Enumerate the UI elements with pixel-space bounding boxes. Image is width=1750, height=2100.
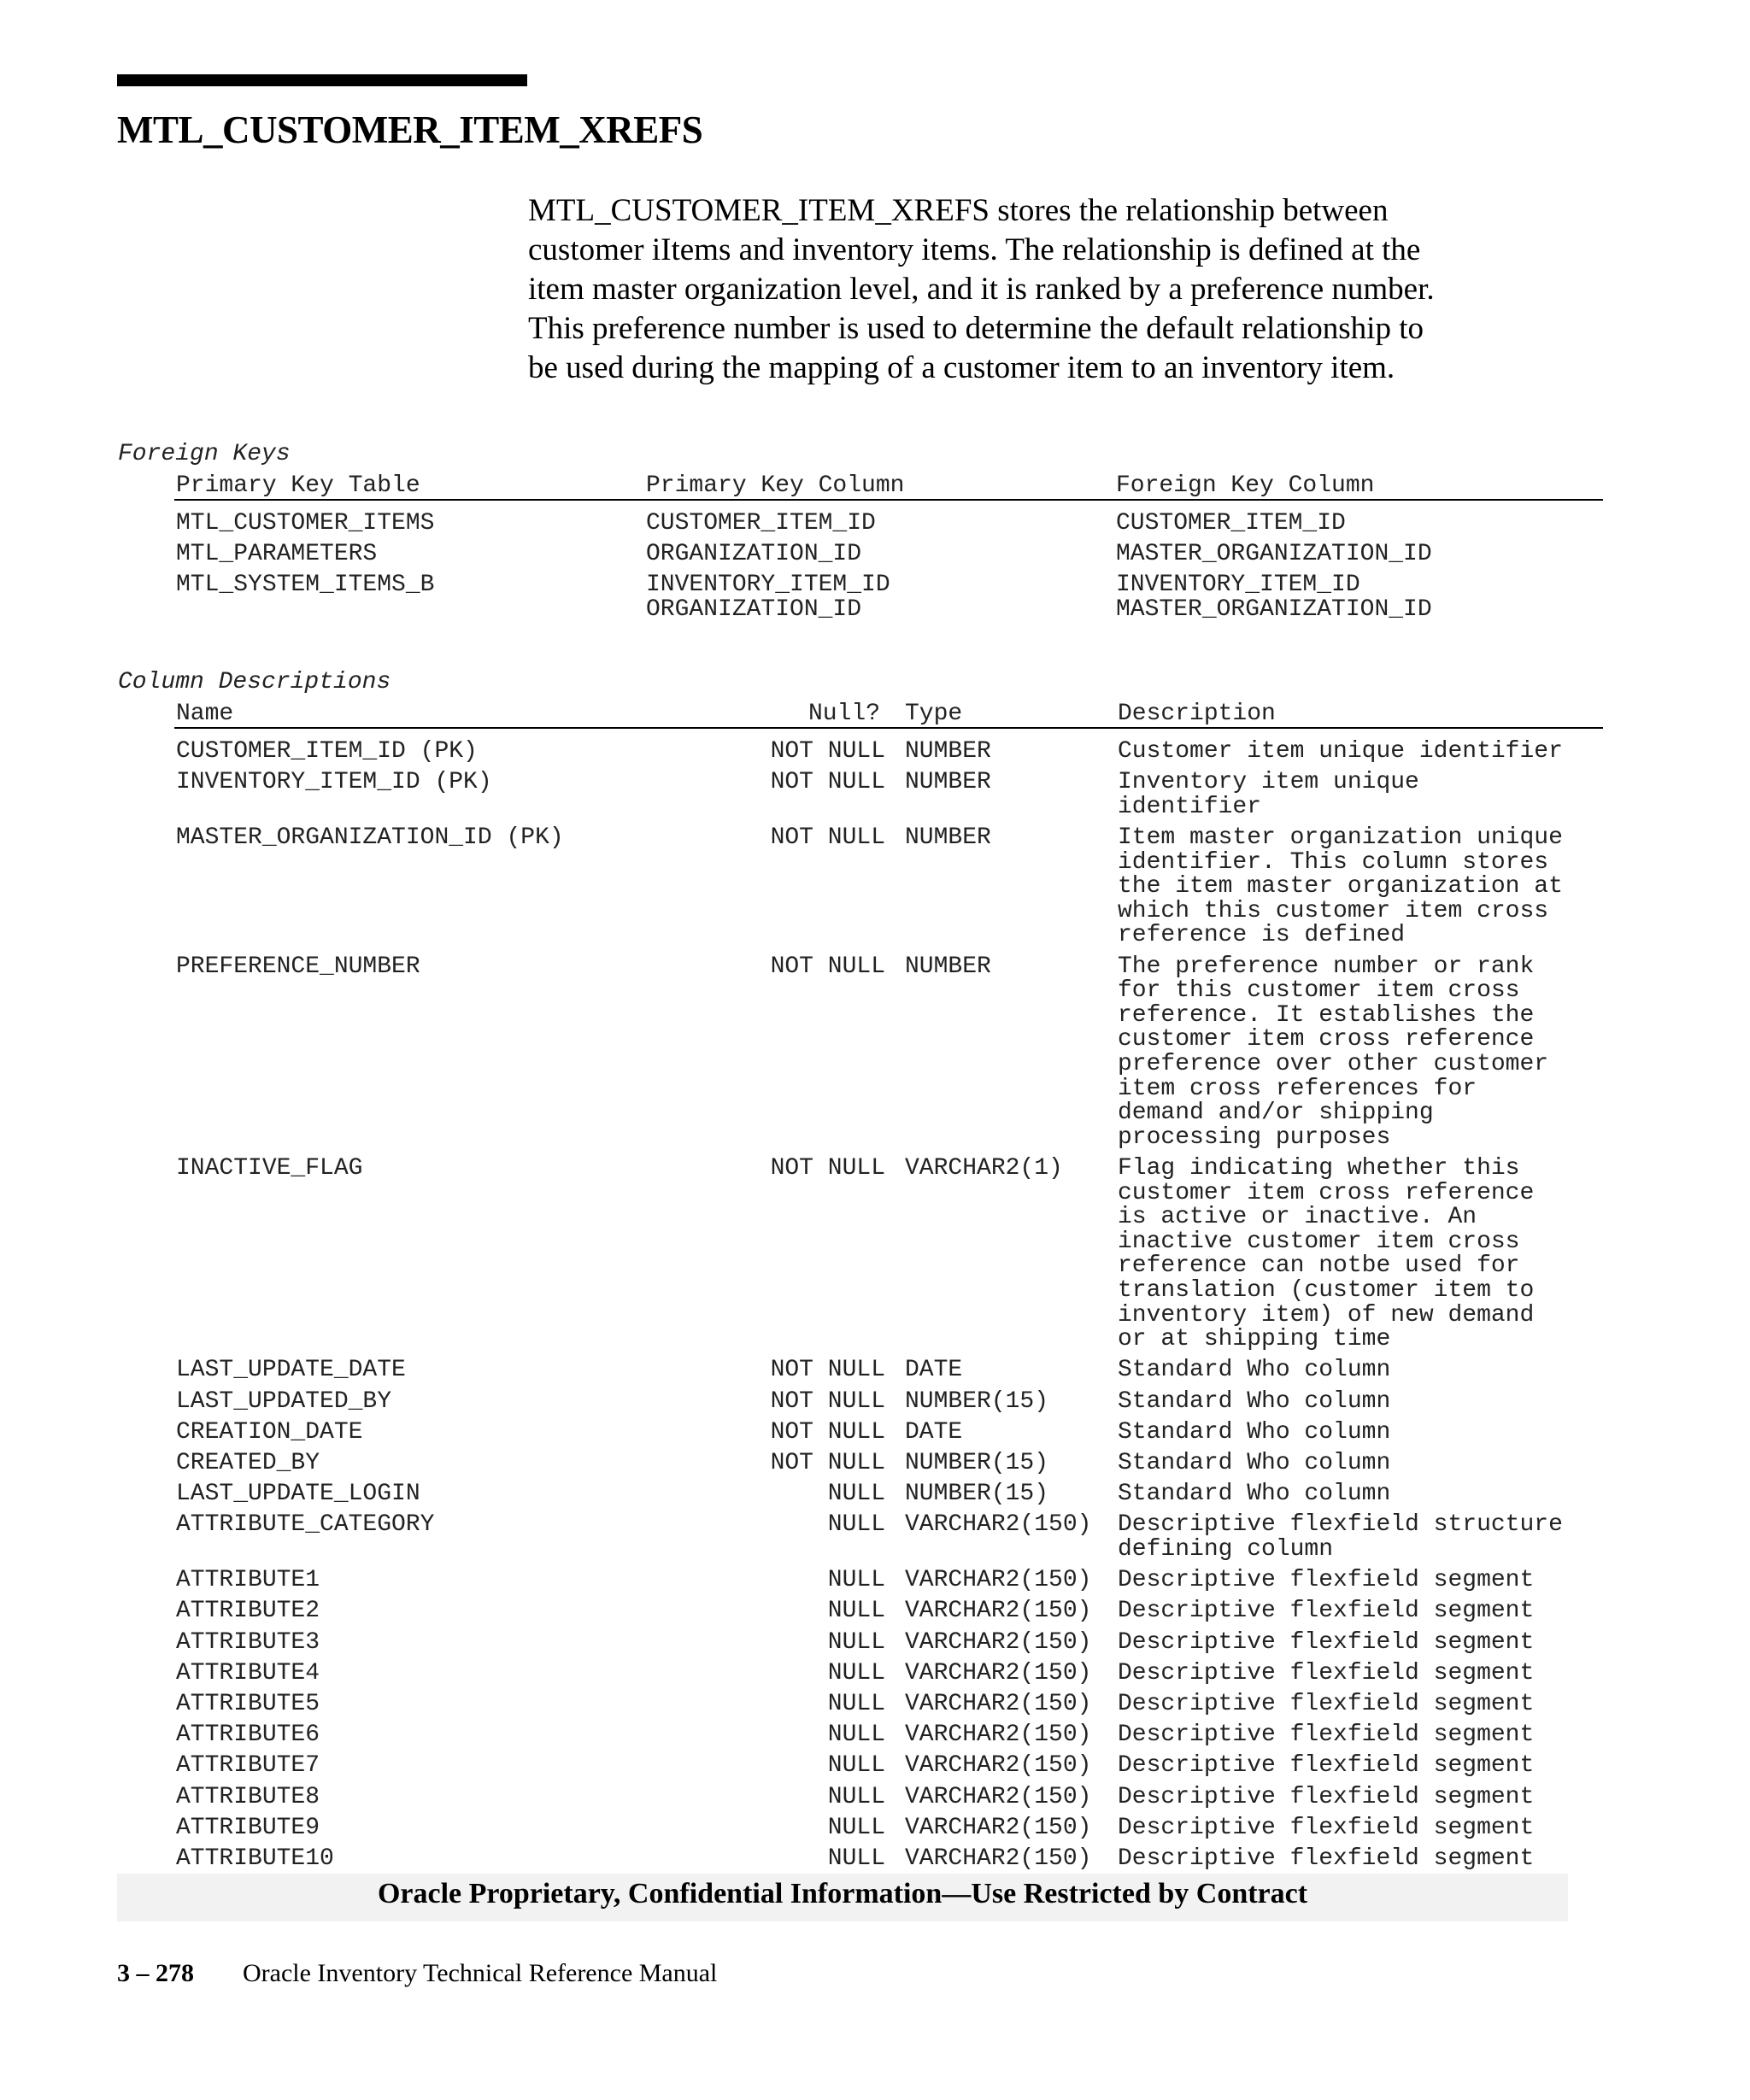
description-line: item cross references for (1118, 1075, 1477, 1102)
page-number: 3 – 278 (117, 1959, 194, 1987)
col-header-null: Null? (808, 701, 881, 727)
column-nullable: NOT NULL (770, 1418, 885, 1446)
description-line: reference can notbe used for (1118, 1252, 1520, 1280)
column-nullable: NULL (827, 1567, 885, 1594)
column-name: LAST_UPDATED_BY (176, 1387, 392, 1415)
column-type: DATE (905, 1418, 963, 1446)
page-title: MTL_CUSTOMER_ITEM_XREFS (117, 109, 703, 151)
column-nullable: NOT NULL (770, 1155, 885, 1182)
fk-header-foreign-column: Foreign Key Column (1116, 472, 1375, 499)
fk-foreign-column: MASTER_ORGANIZATION_ID (1116, 541, 1432, 567)
fk-primary-columns (646, 512, 876, 537)
column-description (1118, 740, 1563, 765)
column-description (1118, 771, 1419, 819)
fk-foreign-columns (1116, 512, 1346, 537)
description-line: Customer item unique identifier (1118, 738, 1563, 765)
column-description (1118, 1513, 1563, 1562)
description-line: reference is defined (1118, 922, 1406, 949)
column-description (1118, 1754, 1534, 1779)
description-line: Descriptive flexfield structure (1118, 1511, 1563, 1539)
col-header-type: Type (905, 701, 963, 727)
description-line: Inventory item unique (1118, 769, 1419, 796)
column-name: ATTRIBUTE8 (176, 1783, 320, 1810)
column-type: NUMBER(15) (905, 1481, 1049, 1508)
column-type: VARCHAR2(150) (905, 1659, 1092, 1686)
description-line: defining column (1118, 1535, 1334, 1563)
description-line: preference over other customer (1118, 1050, 1549, 1077)
confidential-notice: Oracle Proprietary, Confidential Information––Use Restricted by Contract (377, 1878, 1308, 1909)
description-line: Descriptive flexfield segment (1118, 1783, 1535, 1810)
description-line: Standard Who column (1118, 1357, 1391, 1384)
column-description (1118, 1452, 1390, 1476)
description-line: Descriptive flexfield segment (1118, 1659, 1535, 1686)
col-header-description: Description (1118, 701, 1276, 727)
column-nullable: NULL (827, 1659, 885, 1686)
column-type: VARCHAR2(1) (905, 1155, 1063, 1182)
description-line: or at shipping time (1118, 1326, 1391, 1353)
intro-line: customer iItems and inventory items. The relationship is defined at the (528, 232, 1421, 267)
fk-foreign-column: MASTER_ORGANIZATION_ID (1116, 595, 1432, 623)
column-description (1118, 1816, 1534, 1841)
column-description (1118, 1157, 1534, 1352)
description-line: Standard Who column (1118, 1450, 1391, 1476)
description-line: The preference number or rank (1118, 953, 1535, 980)
fk-primary-column: ORGANIZATION_ID (646, 595, 862, 623)
column-nullable: NOT NULL (770, 769, 885, 796)
fk-foreign-column: CUSTOMER_ITEM_ID (1116, 510, 1346, 537)
foreign-keys-heading: Foreign Keys (118, 441, 291, 467)
column-name: ATTRIBUTE2 (176, 1598, 320, 1625)
column-type: VARCHAR2(150) (905, 1511, 1092, 1539)
column-name: INVENTORY_ITEM_ID (PK) (176, 769, 492, 796)
description-line: Flag indicating whether this (1118, 1155, 1520, 1182)
column-nullable: NOT NULL (770, 1387, 885, 1415)
column-nullable: NULL (827, 1598, 885, 1625)
fk-foreign-columns (1116, 543, 1432, 567)
fk-primary-column: CUSTOMER_ITEM_ID (646, 510, 876, 537)
column-description (1118, 1387, 1391, 1415)
description-line: processing purposes (1118, 1123, 1391, 1151)
column-name: CREATED_BY (176, 1450, 320, 1476)
column-nullable: NULL (827, 1481, 885, 1508)
description-line: for this customer item cross (1118, 977, 1520, 1005)
description-line: demand and/or shipping (1118, 1100, 1434, 1127)
fk-primary-columns (646, 573, 890, 622)
fk-primary-column: INVENTORY_ITEM_ID (646, 572, 890, 598)
description-line: Standard Who column (1118, 1387, 1391, 1415)
title-rule (117, 74, 527, 86)
fk-header-rule (174, 499, 1603, 501)
column-description (1118, 1482, 1390, 1507)
fk-header-primary-table: Primary Key Table (176, 472, 420, 499)
column-name: PREFERENCE_NUMBER (176, 953, 420, 980)
column-name: MASTER_ORGANIZATION_ID (PK) (176, 824, 564, 851)
column-type: VARCHAR2(150) (905, 1845, 1092, 1872)
column-nullable: NOT NULL (770, 953, 885, 980)
description-line: identifier. This column stores (1118, 848, 1549, 876)
column-name: ATTRIBUTE3 (176, 1628, 320, 1656)
column-type: VARCHAR2(150) (905, 1722, 1092, 1749)
column-description (1118, 955, 1548, 1151)
column-descriptions-heading: Column Descriptions (118, 669, 391, 695)
column-name: ATTRIBUTE9 (176, 1814, 320, 1841)
description-line: Descriptive flexfield segment (1118, 1598, 1535, 1625)
column-description (1118, 1847, 1534, 1872)
description-line: inventory item) of new demand (1118, 1301, 1535, 1329)
description-line: identifier (1118, 793, 1262, 820)
column-nullable: NULL (827, 1783, 885, 1810)
column-description (1118, 1692, 1534, 1717)
col-header-rule (174, 727, 1603, 729)
description-line: translation (customer item to (1118, 1276, 1535, 1304)
description-line: customer item cross reference (1118, 1179, 1535, 1206)
fk-table-name: MTL_PARAMETERS (176, 541, 378, 567)
column-type: VARCHAR2(150) (905, 1752, 1092, 1780)
description-line: Descriptive flexfield segment (1118, 1691, 1535, 1717)
fk-table-name: MTL_SYSTEM_ITEMS_B (176, 572, 435, 598)
column-name: ATTRIBUTE5 (176, 1691, 320, 1717)
column-nullable: NULL (827, 1691, 885, 1717)
manual-title: Oracle Inventory Technical Reference Manual (243, 1959, 718, 1987)
column-name: CUSTOMER_ITEM_ID (PK) (176, 738, 478, 765)
intro-line: MTL_CUSTOMER_ITEM_XREFS stores the relationship between (528, 193, 1389, 228)
column-name: LAST_UPDATE_DATE (176, 1357, 406, 1384)
column-nullable: NOT NULL (770, 1450, 885, 1476)
column-type: VARCHAR2(150) (905, 1598, 1092, 1625)
column-name: ATTRIBUTE6 (176, 1722, 320, 1749)
description-line: is active or inactive. An (1118, 1204, 1477, 1231)
column-description (1118, 826, 1563, 948)
column-type: NUMBER(15) (905, 1450, 1049, 1476)
column-nullable: NULL (827, 1511, 885, 1539)
column-description (1118, 1659, 1535, 1686)
column-description (1118, 1783, 1535, 1810)
column-description (1118, 1418, 1391, 1446)
fk-primary-columns (646, 543, 861, 567)
description-line: inactive customer item cross (1118, 1228, 1520, 1255)
description-line: Descriptive flexfield segment (1118, 1752, 1535, 1780)
description-line: Item master organization unique (1118, 824, 1563, 851)
column-nullable: NULL (827, 1722, 885, 1749)
description-line: Descriptive flexfield segment (1118, 1845, 1535, 1872)
column-type: VARCHAR2(150) (905, 1814, 1092, 1841)
col-header-name: Name (176, 701, 234, 727)
column-nullable: NOT NULL (770, 824, 885, 851)
fk-primary-column: ORGANIZATION_ID (646, 541, 862, 567)
fk-foreign-column: INVENTORY_ITEM_ID (1116, 572, 1360, 598)
description-line: Descriptive flexfield segment (1118, 1567, 1535, 1594)
description-line: which this customer item cross (1118, 897, 1549, 924)
column-description (1118, 1628, 1535, 1656)
column-type: VARCHAR2(150) (905, 1691, 1092, 1717)
fk-header-primary-column: Primary Key Column (646, 472, 905, 499)
column-name: ATTRIBUTE_CATEGORY (176, 1511, 435, 1539)
description-line: Standard Who column (1118, 1418, 1391, 1446)
column-type: NUMBER (905, 738, 991, 765)
column-name: CREATION_DATE (176, 1418, 363, 1446)
column-type: VARCHAR2(150) (905, 1567, 1092, 1594)
column-type: NUMBER (905, 769, 991, 796)
description-line: Descriptive flexfield segment (1118, 1628, 1535, 1656)
column-type: DATE (905, 1357, 963, 1384)
description-line: Descriptive flexfield segment (1118, 1722, 1535, 1749)
description-line: Descriptive flexfield segment (1118, 1814, 1535, 1841)
column-nullable: NULL (827, 1845, 885, 1872)
description-line: customer item cross reference (1118, 1026, 1535, 1053)
column-nullable: NOT NULL (770, 738, 885, 765)
column-name: LAST_UPDATE_LOGIN (176, 1481, 420, 1508)
column-name: ATTRIBUTE10 (176, 1845, 334, 1872)
column-type: VARCHAR2(150) (905, 1783, 1092, 1810)
description-line: the item master organization at (1118, 873, 1563, 900)
column-description (1118, 1358, 1390, 1383)
fk-foreign-columns (1116, 573, 1432, 622)
column-name: INACTIVE_FLAG (176, 1155, 363, 1182)
column-type: NUMBER (905, 953, 991, 980)
column-type: NUMBER(15) (905, 1387, 1049, 1415)
column-nullable: NULL (827, 1814, 885, 1841)
table-description (528, 191, 1588, 388)
column-nullable: NULL (827, 1628, 885, 1656)
description-line: reference. It establishes the (1118, 1001, 1535, 1029)
column-nullable: NOT NULL (770, 1357, 885, 1384)
intro-line: item master organization level, and it is ranked by a preference number. (528, 272, 1435, 307)
column-name: ATTRIBUTE1 (176, 1567, 320, 1594)
column-type: VARCHAR2(150) (905, 1628, 1092, 1656)
column-name: ATTRIBUTE4 (176, 1659, 320, 1686)
column-description (1118, 1723, 1534, 1748)
column-description (1118, 1599, 1534, 1624)
intro-line: This preference number is used to determine the default relationship to (528, 311, 1424, 346)
column-nullable: NULL (827, 1752, 885, 1780)
column-type: NUMBER (905, 824, 991, 851)
column-name: ATTRIBUTE7 (176, 1752, 320, 1780)
column-description (1118, 1569, 1534, 1593)
description-line: Standard Who column (1118, 1481, 1391, 1508)
intro-line: be used during the mapping of a customer item to an inventory item. (528, 350, 1395, 385)
fk-table-name: MTL_CUSTOMER_ITEMS (176, 510, 435, 537)
